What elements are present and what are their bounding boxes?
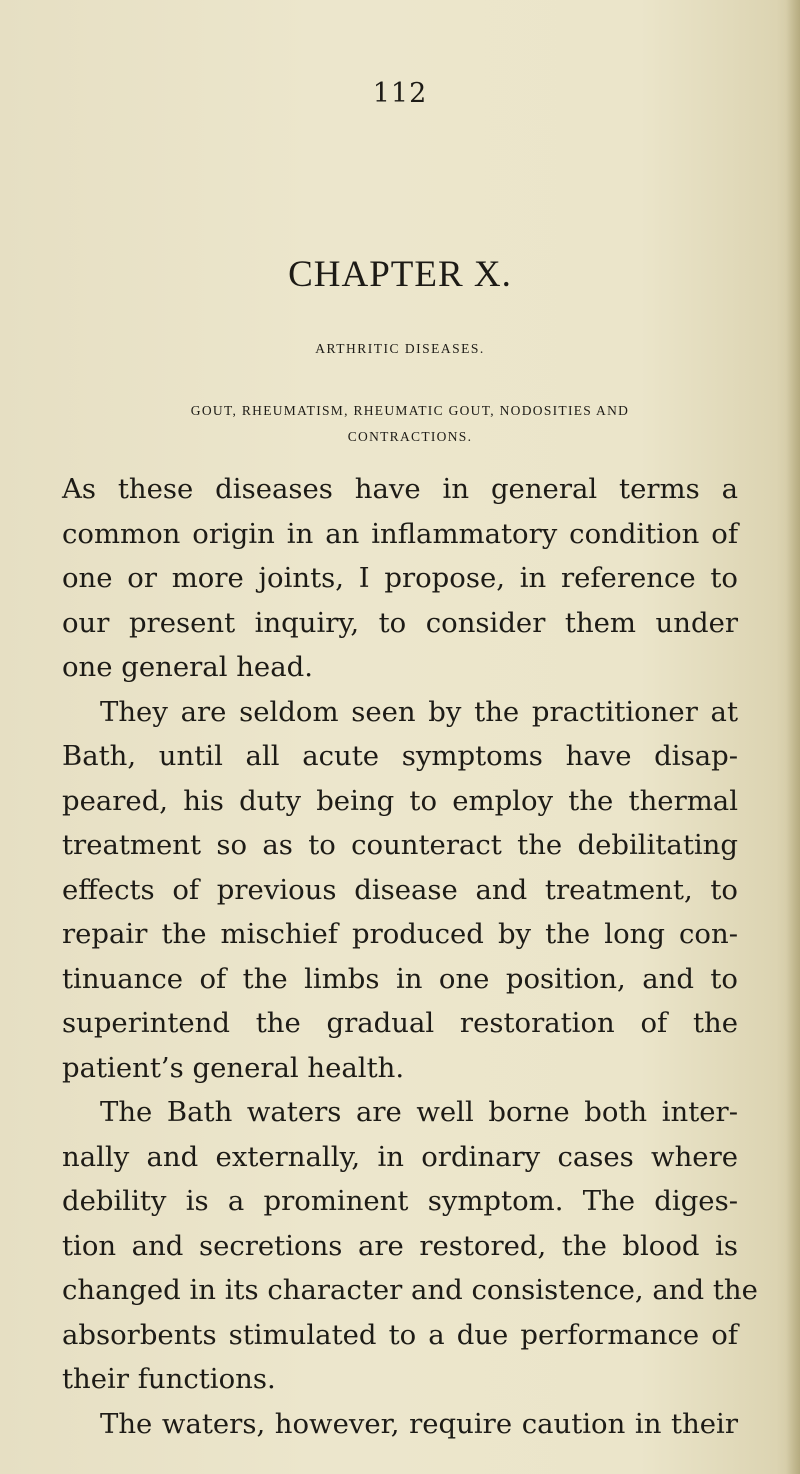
text-line: nally and externally, in ordinary cases where [62, 1140, 738, 1173]
text-line: repair the mischief produced by the long con- [62, 918, 738, 950]
text-line: Bath, until all acute symptoms have disap- [62, 740, 738, 772]
text-line: tion and secretions are restored, the blood is [62, 1229, 738, 1262]
chapter-subtitle: ARTHRITIC DISEASES. [315, 341, 485, 356]
text-line: effects of previous disease and treatment, to [62, 873, 738, 906]
topics-line: GOUT, RHEUMATISM, RHEUMATIC GOUT, NODOSITIES AND [190, 403, 630, 418]
text-line: one general head. [62, 651, 313, 683]
text-line: one or more joints, I propose, in reference to [62, 562, 738, 594]
text-line: treatment so as to counteract the debilitating [62, 829, 738, 861]
body-text [62, 467, 758, 1446]
text-line: They are seldom seen by the practitioner at [100, 695, 738, 728]
text-line: their functions. [62, 1363, 276, 1395]
chapter-topics [60, 398, 760, 450]
text-line: patient’s general health. [62, 1051, 405, 1084]
text-line: changed in its character and consistence, and the [62, 1274, 758, 1306]
text-line: tinuance of the limbs in one position, and to [62, 962, 738, 995]
text-line: The Bath waters are well borne both inter- [100, 1096, 738, 1128]
text-line: debility is a prominent symptom. The diges- [62, 1185, 738, 1217]
text-line: our present inquiry, to consider them under [62, 606, 738, 639]
topics-line: CONTRACTIONS. [347, 429, 473, 444]
text-line: common origin in an inflammatory condition of [62, 517, 738, 550]
page-edge-shadow [786, 0, 800, 1474]
text-line: peared, his duty being to employ the thermal [62, 784, 738, 817]
text-line: The waters, however, require caution in their [100, 1407, 738, 1440]
text-line: As these diseases have in general terms a [62, 473, 738, 505]
page-number: 112 [372, 78, 428, 109]
text-line: superintend the gradual restoration of the [62, 1007, 738, 1039]
chapter-title: CHAPTER X. [288, 254, 512, 295]
text-line: absorbents stimulated to a due performance of [62, 1318, 738, 1351]
